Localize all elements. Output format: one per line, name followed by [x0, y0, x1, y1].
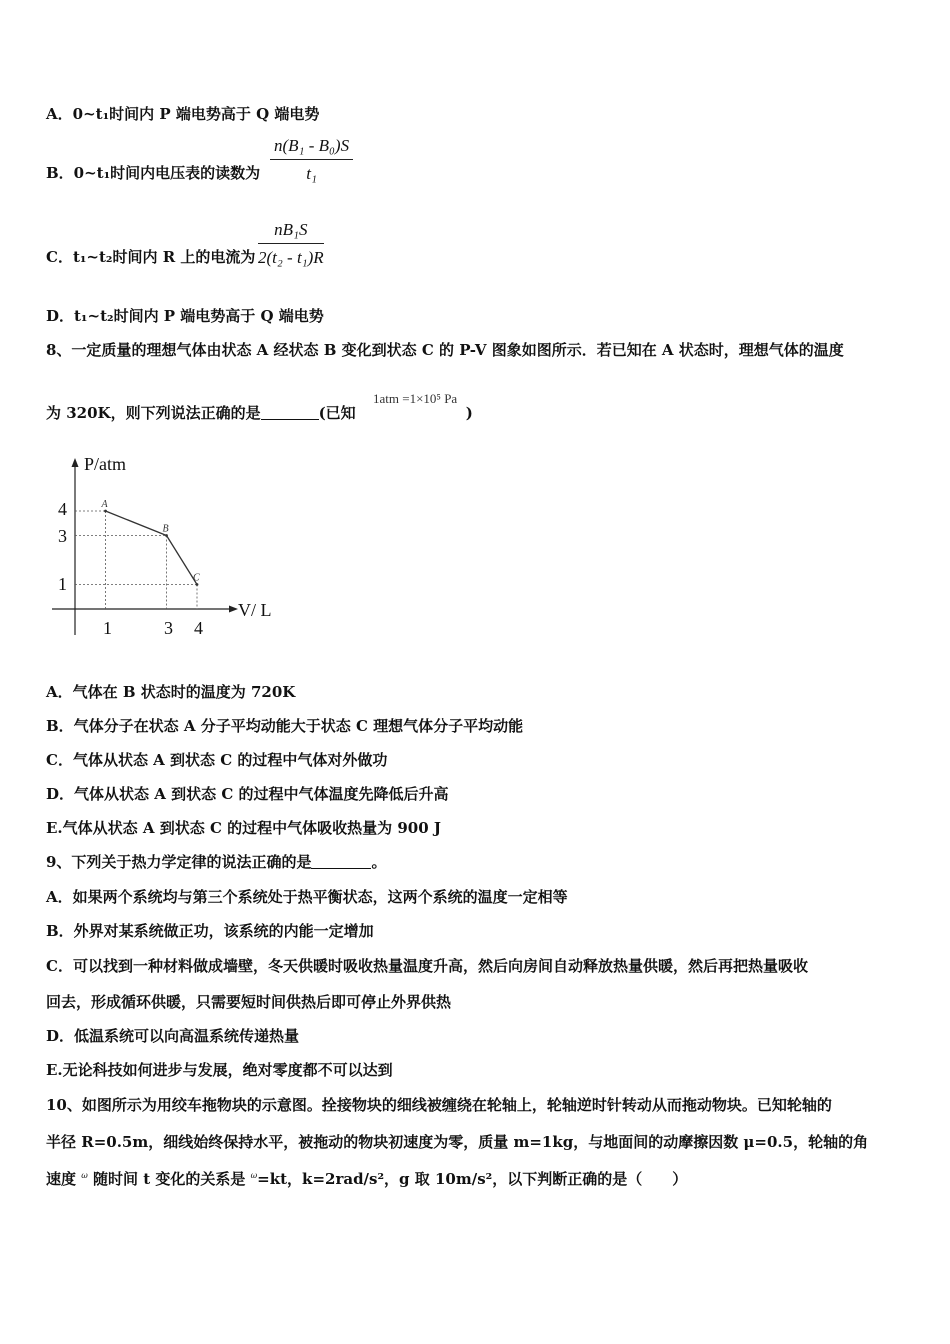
q9-option-c-line1: C．可以找到一种材料做成墙壁，冬天供暖时吸收热量温度升高，然后向房间自动释放热量供暖，然后再把热量吸收 — [46, 957, 808, 975]
state-label-c: C — [193, 572, 200, 584]
y-tick-3: 3 — [58, 526, 67, 546]
pv-diagram — [46, 450, 286, 640]
q7-option-b: B．0~t₁时间内电压表的读数为 — [46, 164, 261, 182]
fraction-numerator: nB₁S — [258, 220, 324, 244]
q9-option-b: B．外界对某系统做正功，该系统的内能一定增加 — [46, 922, 374, 940]
q10-line3-end: =kt，k=2rad/s²，g 取 10m/s²，以下判断正确的是（ ） — [257, 1170, 688, 1188]
x-tick-1: 1 — [103, 618, 112, 638]
y-axis-label: P/atm — [84, 454, 127, 474]
q8-option-a: A．气体在 B 状态时的温度为 720K — [46, 683, 296, 701]
q8-stem-text: 为 320K，则下列说法正确的是 — [46, 404, 261, 422]
q9-option-a: A．如果两个系统均与第三个系统处于热平衡状态，这两个系统的温度一定相等 — [46, 888, 568, 906]
q8-stem-close: ) — [465, 404, 473, 422]
q10-line1: 10、如图所示为用绞车拖物块的示意图。拴接物块的细线被缠绕在轮轴上，轮轴逆时针转动从而拖动物块。已知轮轴的 — [46, 1096, 832, 1114]
process-segment-ab — [106, 511, 167, 536]
q7-option-d: D．t₁~t₂时间内 P 端电势高于 Q 端电势 — [46, 307, 324, 325]
q10-line3 — [46, 1168, 687, 1189]
q7-option-b-fraction — [270, 136, 353, 184]
q9-stem — [46, 851, 386, 872]
q7-option-a: A．0~t₁时间内 P 端电势高于 Q 端电势 — [46, 105, 320, 123]
x-tick-4: 4 — [194, 618, 203, 638]
q8-option-b: B．气体分子在状态 A 分子平均动能大于状态 C 理想气体分子平均动能 — [46, 717, 524, 735]
q7-option-c: C．t₁~t₂时间内 R 上的电流为 — [46, 248, 256, 266]
q10-line3-start: 速度 — [46, 1170, 77, 1188]
q10-line3-mid: 随时间 t 变化的关系是 — [93, 1170, 246, 1188]
fraction-denominator: 2(t₂ - t₁)R — [258, 248, 324, 267]
q8-atm-formula: 1atm =1×10⁵ Pa — [373, 391, 458, 406]
fraction-denominator: t₁ — [306, 164, 317, 183]
q9-stem-end: 。 — [371, 853, 387, 871]
q9-option-d: D．低温系统可以向高温系统传递热量 — [46, 1027, 300, 1045]
q8-option-c: C．气体从状态 A 到状态 C 的过程中气体对外做功 — [46, 751, 388, 769]
answer-blank — [311, 854, 371, 869]
state-point-b — [165, 534, 168, 537]
answer-blank — [261, 405, 319, 420]
state-point-c — [196, 583, 199, 586]
x-axis-label: V/ L — [238, 600, 272, 620]
q9-stem-text: 9、下列关于热力学定律的说法正确的是 — [46, 853, 312, 871]
q10-line2: 半径 R=0.5m，细线始终保持水平，被拖动的物块初速度为零，质量 m=1kg，与地面间的动摩擦因数 μ=0.5，轮轴的角 — [46, 1133, 869, 1151]
y-tick-4: 4 — [58, 499, 67, 519]
y-tick-1: 1 — [58, 574, 67, 594]
y-axis-arrow — [72, 458, 79, 467]
fraction-numerator: n(B₁ - B₀)S — [270, 136, 353, 160]
q8-stem-note: (已知 — [318, 404, 356, 422]
q7-option-c-fraction — [258, 220, 324, 268]
state-label-a: A — [101, 499, 108, 510]
omega-symbol: ω — [81, 1171, 88, 1180]
q8-stem-line1: 8、一定质量的理想气体由状态 A 经状态 B 变化到状态 C 的 P-V 图象如图所示．若已知在 A 状态时，理想气体的温度 — [46, 341, 844, 359]
q8-option-d: D．气体从状态 A 到状态 C 的过程中气体温度先降低后升高 — [46, 785, 449, 803]
q8-option-e: E.气体从状态 A 到状态 C 的过程中气体吸收热量为 900 J — [46, 819, 441, 837]
q9-option-e: E.无论科技如何进步与发展，绝对零度都不可以达到 — [46, 1061, 393, 1079]
x-axis-arrow — [229, 606, 238, 613]
state-label-b: B — [162, 523, 169, 535]
q9-option-c-line2: 回去，形成循环供暖，只需要短时间供热后即可停止外界供热 — [46, 993, 452, 1011]
state-point-a — [104, 510, 107, 513]
omega-symbol: ω — [250, 1171, 258, 1180]
x-tick-3: 3 — [164, 618, 173, 638]
